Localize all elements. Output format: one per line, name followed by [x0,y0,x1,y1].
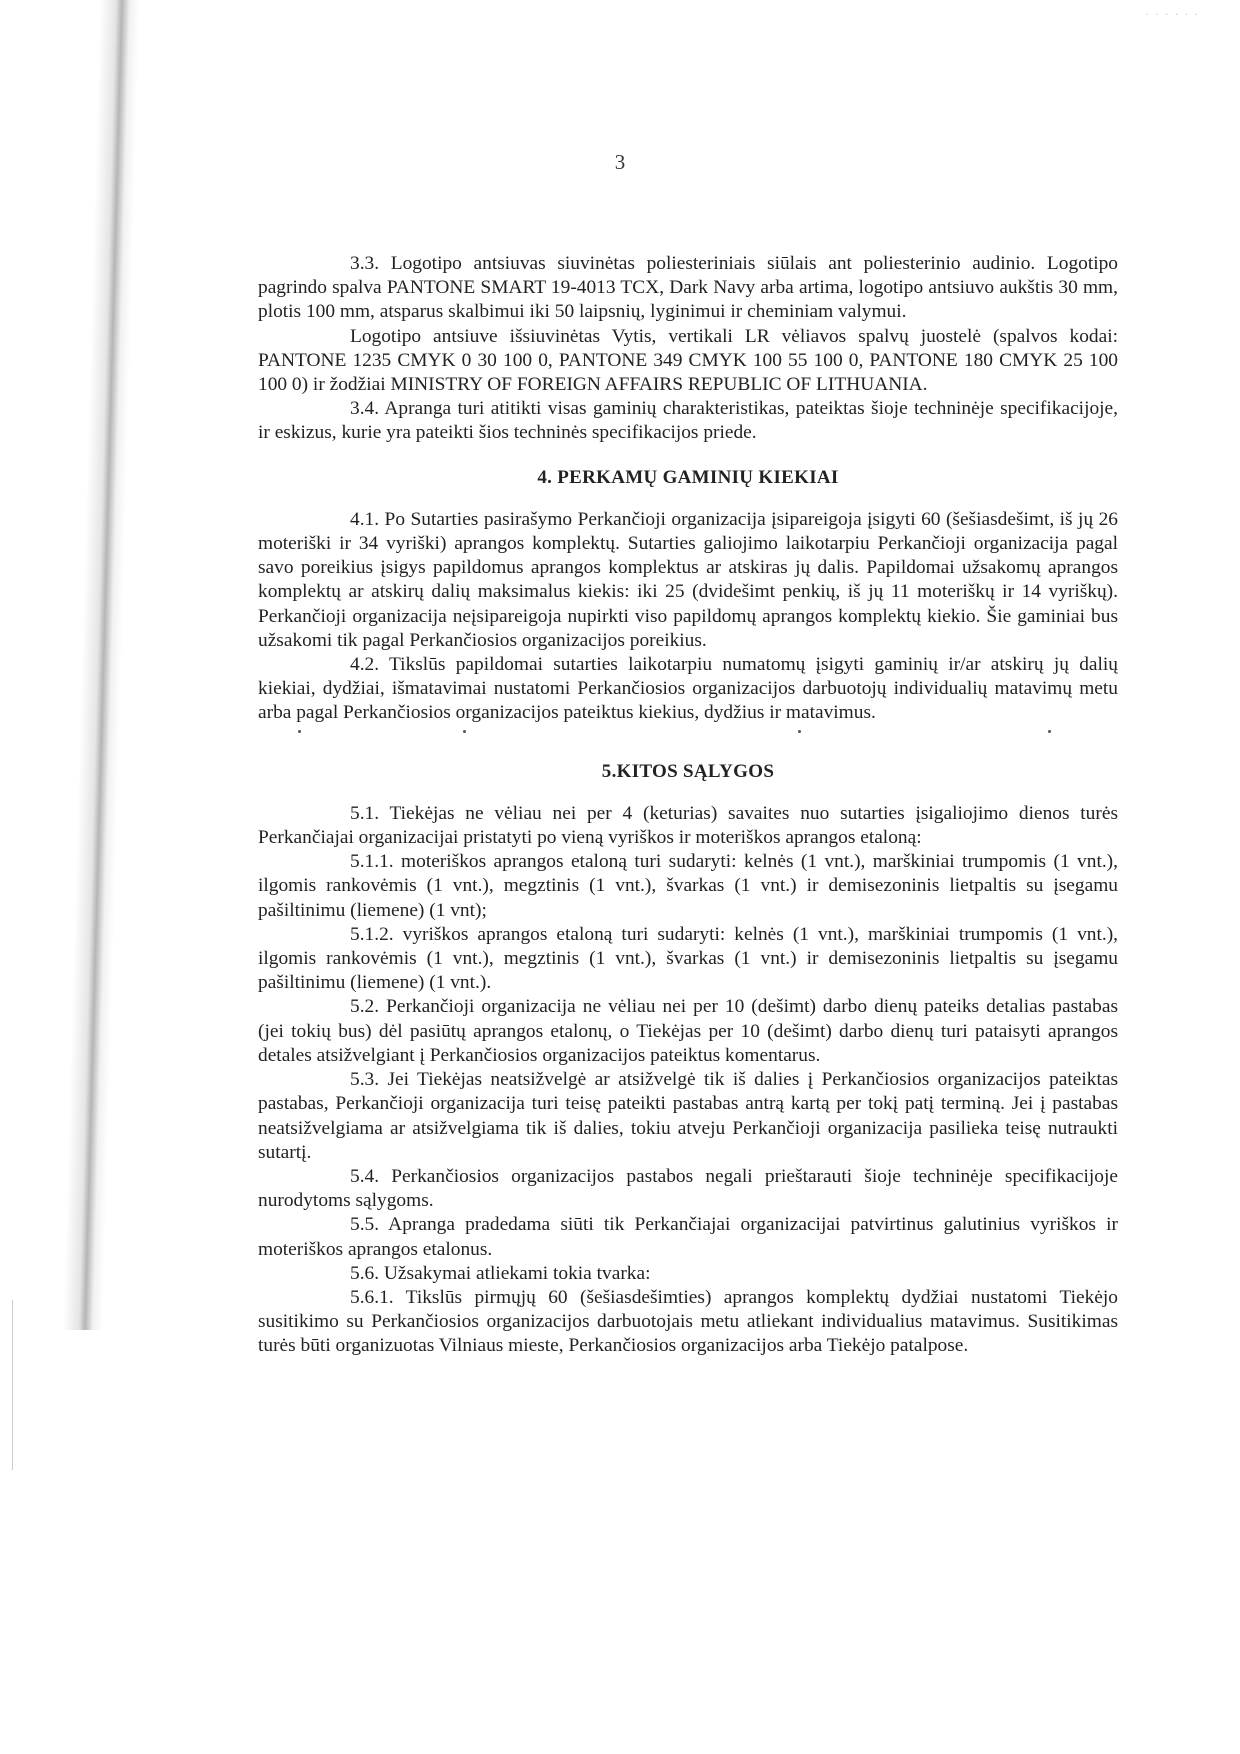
paragraph-5-3: 5.3. Jei Tiekėjas neatsižvelgė ar atsižvelgė tik iš dalies į Perkančiosios organizacijos pateiktas pastabas, Perkančioji organizacija turi teisę pateikti pastabas antrą kartą per tokį patį terminą. Jei į pastabas neatsižvelgiama ar atsižvelgiama tik iš dalies, tokiu atveju Perkančioji organizacija pasilieka teisę nutraukti sutartį. [258,1069,1118,1163]
paragraph-5-1: 5.1. Tiekėjas ne vėliau nei per 4 (keturias) savaites nuo sutarties įsigaliojimo dienos turės Perkančiajai organizacijai pristatyti po vieną vyriškos ir moteriškos aprangos etaloną: [258,802,1118,849]
corner-scan-mark: · · · · · · [1145,10,1200,21]
paragraph-4-1: 4.1. Po Sutarties pasirašymo Perkančioji organizacija įsipareigoja įsigyti 60 (šešiasdešimt, iš jų 26 moteriški ir 34 vyriški) aprangos komplektų. Sutarties galiojimo laikotarpiu Perkančioji organizacija pagal savo poreikius įsigys papildomus aprangos komplektus ar atskiras jų dalis. Papildomai užsakomų aprangos komplektų ar atskirų dalių maksimalus kiekis: iki 25 (dvidešimt penkių, iš jų 11 moteriškų ir 14 vyriškų). Perkančioji organizacija neįsipareigoja nupirkti viso papildomų aprangos komplektų kiekio. Šie gaminiai bus užsakomi tik pagal Perkančiosios organizacijos poreikius. [258,508,1118,651]
paragraph-5-4: 5.4. Perkančiosios organizacijos pastabos negali prieštarauti šioje techninėje specifikacijoje nurodytoms sąlygoms. [258,1165,1118,1212]
paragraph-logo-embroidery: Logotipo antsiuve išsiuvinėtas Vytis, vertikali LR vėliavos spalvų juostelė (spalvos kodai: PANTONE 1235 CMYK 0 30 100 0, PANTONE 349 CMYK 100 55 100 0, PANTONE 180 CMYK 25 100 100 0) ir žodžiai MINISTRY OF FOREIGN AFFAIRS REPUBLIC OF LITHUANIA. [258,325,1118,396]
speck [298,730,301,733]
document-body [258,252,1118,1359]
paragraph-5-1-1: 5.1.1. moteriškos aprangos etaloną turi sudaryti: kelnės (1 vnt.), marškiniai trumpomis (1 vnt.), ilgomis rankovėmis (1 vnt.), megztinis (1 vnt.), švarkas (1 vnt.) ir demisezoninis lietpaltis su įsegamu pašiltinimu (liemene) (1 vnt); [258,851,1118,921]
paragraph-5-5: 5.5. Apranga pradedama siūti tik Perkančiajai organizacijai patvirtinus galutinius vyriškos ir moteriškos aprangos etalonus. [258,1214,1118,1260]
speck [463,730,466,733]
speck [1048,730,1051,733]
scan-shadow-edge [63,0,140,1330]
speck [798,730,801,733]
paragraph-5-6-1: 5.6.1. Tikslūs pirmųjų 60 (šešiasdešimties) aprangos komplektų dydžiai nustatomi Tiekėjo susitikimo su Perkančiosios organizacijos darbuotojais metu atliekant individualius matavimus. Susitikimas turės būti organizuotas Vilniaus mieste, Perkančiosios organizacijos arba Tiekėjo patalpose. [258,1286,1118,1357]
paragraph-5-6: 5.6. Užsakymai atliekami tokia tvarka: [350,1262,651,1284]
paragraph-5-1-2: 5.1.2. vyriškos aprangos etaloną turi sudaryti: kelnės (1 vnt.), marškiniai trumpomis (1 vnt.), ilgomis rankovėmis (1 vnt.), megztinis (1 vnt.), švarkas (1 vnt.) ir demisezoninis lietpaltis su įsegamu pašiltinimu (liemene) (1 vnt.). [258,923,1118,994]
paragraph-4-2: 4.2. Tikslūs papildomai sutarties laikotarpiu numatomų įsigyti gaminių ir/ar atskirų jų dalių kiekiai, dydžiai, išmatavimai nustatomi Perkančiosios organizacijos darbuotojų individualių matavimų metu arba pagal Perkančiosios organizacijos pateiktus kiekius, dydžius ir matavimus. [258,654,1118,724]
paragraph-3-3: 3.3. Logotipo antsiuvas siuvinėtas poliesteriniais siūlais ant poliesterinio audinio. Logotipo pagrindo spalva PANTONE SMART 19-4013 TCX, Dark Navy arba artima, logotipo antsiuvo aukštis 30 mm, plotis 100 mm, atsparus skalbimui iki 50 laipsnių, lyginimui ir cheminiam valymui. [258,253,1118,323]
paragraph-5-2: 5.2. Perkančioji organizacija ne vėliau nei per 10 (dešimt) darbo dienų pateiks detalias pastabas (jei tokių bus) dėl pasiūtų aprangos etalonų, o Tiekėjas per 10 (dešimt) darbo dienų turi pataisyti aprangos detales atsižvelgiant į Perkančiosios organizacijos pateiktus komentarus. [258,996,1118,1066]
scan-specks [258,726,1118,740]
section-heading-5: 5.KITOS SĄLYGOS [601,760,775,782]
page-number: 3 [614,150,626,174]
paragraph-3-4: 3.4. Apranga turi atitikti visas gaminių charakteristikas, pateiktas šioje techninėje specifikacijoje, ir eskizus, kurie yra pateikti šios techninės specifikacijos priede. [258,398,1118,444]
scan-mark [12,1300,27,1470]
section-heading-4: 4. PERKAMŲ GAMINIŲ KIEKIAI [537,466,839,488]
